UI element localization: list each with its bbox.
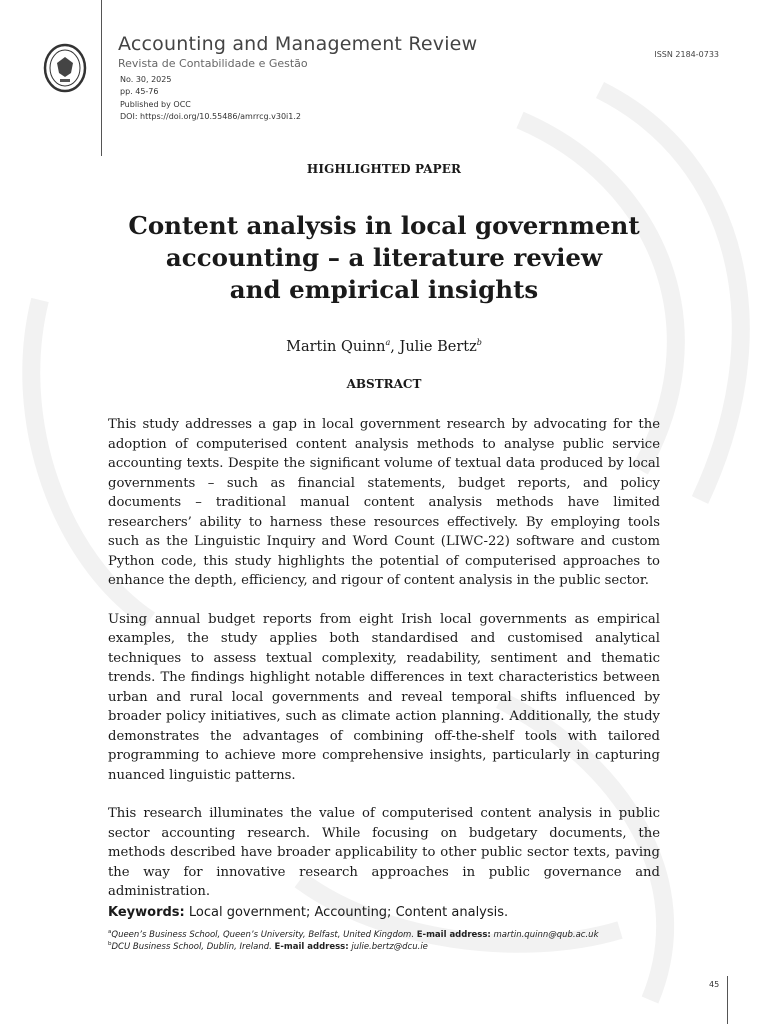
- title-line: accounting – a literature review: [165, 243, 603, 272]
- author-separator: ,: [390, 338, 400, 355]
- title-line: Content analysis in local government: [128, 211, 640, 240]
- issue-number: No. 30, 2025: [120, 75, 172, 84]
- abstract-paragraph: This study addresses a gap in local government research by advocating for the adoption of computerised content analysis methods to analyse public service accounting texts. Despite the significant volume of textual data produced by local governments – such as financial statements, budget reports, and policy documents – traditional manual content analysis methods have limited researchers’ ability to harness these resources effectively. By employing tools such as the Linguistic Inquiry and Word Count (LIWC-22) software and custom Python code, this study highlights the potential of computerised approaches to enhance the depth, efficiency, and rigour of content analysis in the public sector.: [108, 417, 660, 588]
- affiliation-footnote: [108, 929, 599, 940]
- author-list: [0, 338, 768, 355]
- abstract-paragraph: Using annual budget reports from eight Irish local governments as empirical examples, the study applies both standardised and customised analytical techniques to assess textual complexity, readability, sentiment and thematic trends. The findings highlight notable differences in text characteristics between urban and rural local governments and reveal temporal shifts influenced by broader policy initiatives, such as climate action planning. Additionally, the study demonstrates the advantages of combining off-the-shelf tools with tailored programming to achieve more comprehensive insights, particularly in capturing nuanced linguistic patterns.: [108, 611, 660, 783]
- author-affiliation-mark: a: [385, 338, 391, 347]
- author-email[interactable]: julie.bertz@dcu.ie: [351, 941, 428, 952]
- affiliation-institution: Queen’s Business School, Queen’s University, Belfast, United Kingdom.: [111, 929, 415, 940]
- publication-metadata: [120, 74, 301, 124]
- author-name: Julie Bertz: [399, 338, 477, 355]
- journal-title: Accounting and Management Review: [118, 33, 478, 55]
- issn: ISSN 2184-0733: [654, 50, 719, 59]
- title-line: and empirical insights: [229, 275, 539, 304]
- abstract-heading: ABSTRACT: [346, 377, 422, 391]
- email-label: E-mail address:: [416, 929, 491, 940]
- email-label: E-mail address:: [274, 941, 349, 952]
- keywords-text: Local government; Accounting; Content analysis.: [188, 905, 509, 920]
- journal-seal-logo: [43, 43, 87, 93]
- keywords-label: Keywords:: [108, 905, 185, 920]
- author-name: Martin Quinn: [286, 338, 386, 355]
- section-label: HIGHLIGHTED PAPER: [306, 162, 462, 176]
- affiliation-footnote: [108, 941, 428, 952]
- page-range: pp. 45-76: [120, 87, 159, 97]
- keywords-line: [108, 905, 508, 920]
- publisher: Published by OCC: [120, 99, 191, 109]
- journal-subtitle: Revista de Contabilidade e Gestão: [118, 57, 308, 70]
- affiliation-mark: b: [108, 941, 112, 947]
- affiliation-mark: a: [108, 929, 112, 935]
- author-email[interactable]: martin.quinn@qub.ac.uk: [493, 929, 599, 940]
- header-vertical-rule: [101, 0, 102, 156]
- affiliation-institution: DCU Business School, Dublin, Ireland.: [111, 941, 272, 952]
- paper-title: [84, 210, 684, 306]
- page-number: 45: [709, 980, 720, 989]
- doi-link[interactable]: DOI: https://doi.org/10.55486/amrrcg.v30i1.2: [120, 112, 301, 122]
- abstract-paragraph: This research illuminates the value of computerised content analysis in public sector accounting research. While focusing on budgetary documents, the methods described have broader applicability to other public sector texts, paving the way for innovative research approaches in public governance and administration.: [108, 806, 660, 899]
- footer-vertical-rule: [727, 976, 728, 1024]
- author-affiliation-mark: b: [476, 338, 482, 347]
- abstract-body: [108, 415, 660, 921]
